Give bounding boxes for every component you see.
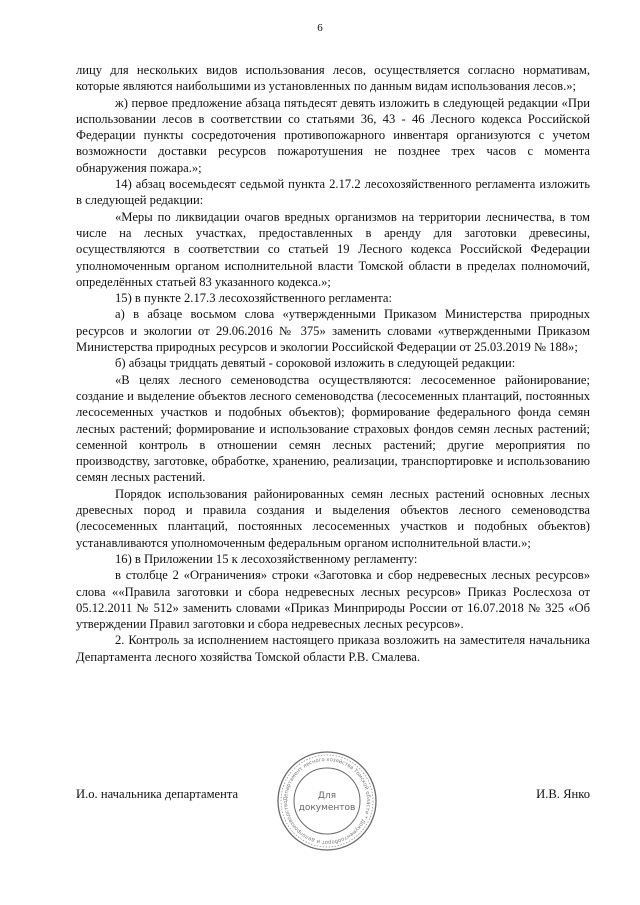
- paragraph: «В целях лесного семеноводства осуществляются: лесосеменное районирование; создание и выделение объектов лесного семеноводства (лесосеменных плантаций, постоянных лесосеменных участков и подобных объектов); формирование федерального фонда семян лесных растений; формирование и использование страховых фондов семян лесных растений; семенной контроль в отношении семян лесных растений; другие мероприятия по производству, заготовке, обработке, хранению, реализации, транспортировке и использованию семян лесных растений.: [76, 372, 590, 485]
- paragraph: 16) в Приложении 15 к лесохозяйственному регламенту:: [115, 551, 418, 566]
- paragraph: а) в абзаце восьмом слова «утвержденными Приказом Министерства природных ресурсов и экологии от 29.06.2016 № 375» заменить словами «утвержденными Приказом Министерства природных ресурсов и экологии Российской Федерации от 25.03.2019 № 188»;: [76, 307, 590, 355]
- stamp-inner-ring: [294, 768, 360, 834]
- stamp-center-line2: документов: [298, 803, 356, 813]
- paragraph: ж) первое предложение абзаца пятьдесят девять изложить в следующей редакции «При использовании лесов в соответствии со статьями 36, 43 - 46 Лесного кодекса Российской Федерации пункты сосредоточения противопожарного инвентаря организуются с учетом возможности доставки ресурсов пожаротушения не позднее трех часов с момента обнаружения пожара.»;: [76, 95, 590, 175]
- stamp-mid-ring: [281, 755, 373, 847]
- paragraph: б) абзацы тридцать девятый - сороковой изложить в следующей редакции:: [115, 356, 516, 371]
- paragraph: Порядок использования районированных семян лесных растений основных лесных древесных пород и правила создания и выделения объектов лесного семеноводства (лесосеменных плантаций, постоянных лесосеменных участков и подобных объектов) устанавливаются уполномоченным федеральным органом исполнительной власти.»;: [76, 486, 590, 550]
- stamp-ring-textpath: Департамент лесного хозяйства Томской области * Документооборот и делопроизводство: [282, 756, 372, 846]
- signatory-position: И.о. начальника департамента: [76, 787, 239, 801]
- paragraph: «Меры по ликвидации очагов вредных организмов на территории лесничества, в том числе на лесных участках, предоставленных в аренду для заготовки древесины, осуществляются в соответствии со статьей 19 Лесного кодекса Российской Федерации уполномоченным органом исполнительной власти Томской области в пределах полномочий, определённых статьей 83 указанного кодекса.»;: [76, 209, 590, 289]
- signatory-name: И.В. Янко: [536, 787, 590, 801]
- page-number: 6: [317, 22, 323, 34]
- paragraph: 15) в пункте 2.17.3 лесохозяйственного регламента:: [115, 291, 392, 306]
- stamp-center-line1: Для: [317, 791, 337, 801]
- official-stamp: [275, 749, 379, 853]
- paragraph: 14) абзац восемьдесят седьмой пункта 2.17.2 лесохозяйственного регламента изложить в следующей редакции:: [76, 177, 590, 208]
- paragraph: лицу для нескольких видов использования лесов, осуществляется согласно нормативам, которые являются наибольшими из установленных по данным видам использования лесов.»;: [76, 63, 590, 94]
- paragraph: в столбце 2 «Ограничения» строки «Заготовка и сбор недревесных лесных ресурсов» слова ««Правила заготовки и сбора недревесных лесных ресурсов» Приказ Рослесхоза от 05.12.2011 № 512» заменить словами «Приказ Минприроды России от 16.07.2018 № 325 «Об утверждении Правил заготовки и сбора недревесных лесных ресурсов».: [76, 568, 590, 632]
- paragraph: 2. Контроль за исполнением настоящего приказа возложить на заместителя начальника Департамента лесного хозяйства Томской области Р.В. Смалева.: [76, 633, 590, 664]
- stamp-outer-ring: [278, 752, 376, 850]
- document-body: [76, 62, 590, 665]
